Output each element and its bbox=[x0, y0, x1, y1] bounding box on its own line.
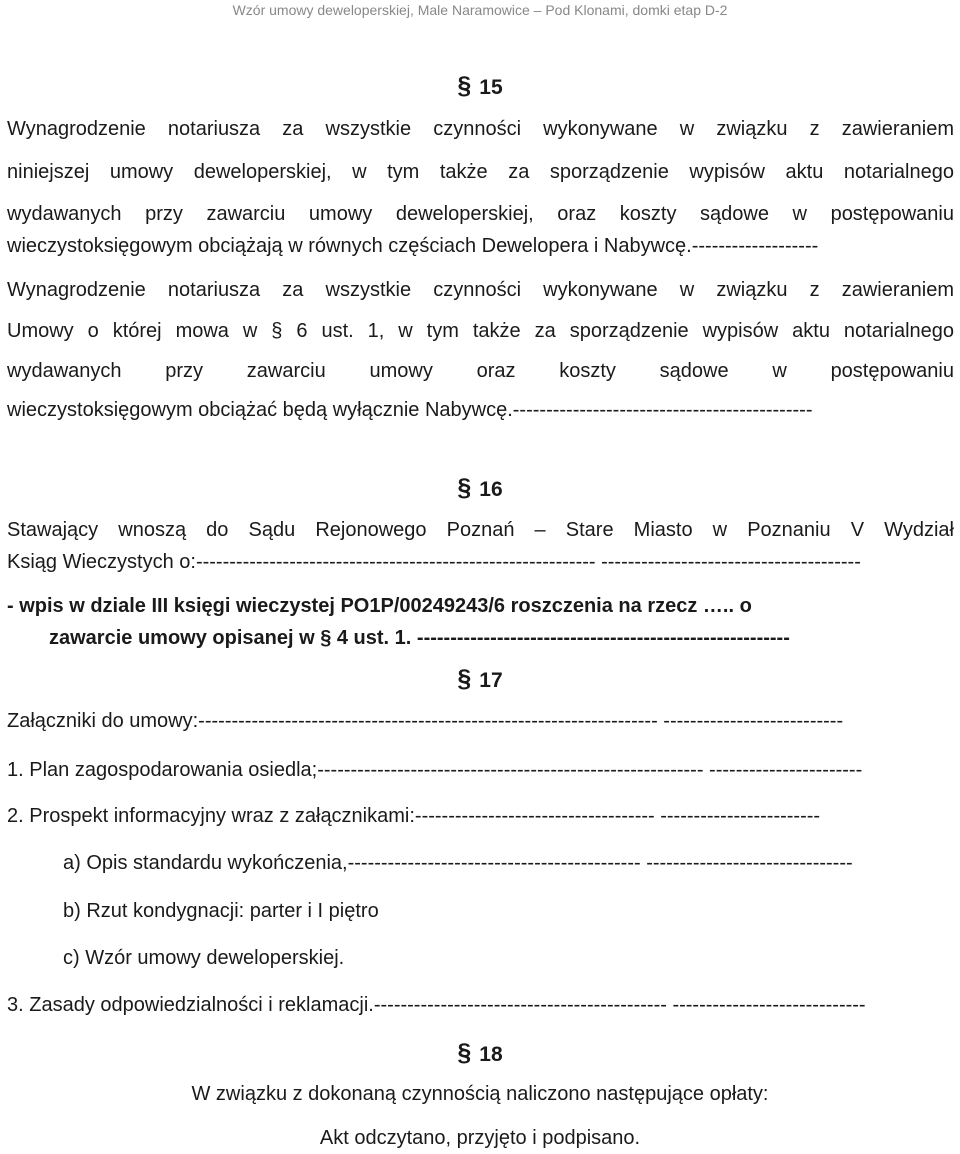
sec16-line-2: Ksiąg Wieczystych o:------------------------------------------------------------ --------------------------------------- bbox=[7, 551, 861, 573]
sec15-line-1: Wynagrodzenie notariusza za wszystkie czynności wykonywane w związku z zawieraniem bbox=[7, 118, 954, 140]
sec15-line-4: wieczystoksięgowym obciążają w równych częściach Dewelopera i Nabywcę.------------------- bbox=[7, 235, 819, 257]
section-17-heading bbox=[0, 665, 960, 694]
sec16-line-1: Stawający wnoszą do Sądu Rejonowego Poznań – Stare Miasto w Poznaniu V Wydział bbox=[7, 519, 954, 541]
sec16-bullet-line-1: - wpis w dziale III księgi wieczystej PO1P/00249243/6 roszczenia na rzecz ….. o bbox=[7, 595, 752, 617]
section-15-number: 15 bbox=[479, 76, 503, 99]
paragraph-sign-icon: § bbox=[457, 474, 472, 502]
section-17-number: 17 bbox=[479, 669, 503, 692]
sec15-line-6: Umowy o której mowa w § 6 ust. 1, w tym także za sporządzenie wypisów aktu notarialnego bbox=[7, 320, 954, 342]
paragraph-sign-icon: § bbox=[457, 665, 472, 693]
section-16-heading bbox=[0, 474, 960, 503]
sec17-item-2b: b) Rzut kondygnacji: parter i I piętro bbox=[63, 900, 379, 922]
sec16-bullet-line-2: zawarcie umowy opisanej w § 4 ust. 1. -------------------------------------------------------- bbox=[49, 627, 790, 649]
sec18-closing: Akt odczytano, przyjęto i podpisano. bbox=[319, 1127, 641, 1149]
sec17-item-1: 1. Plan zagospodarowania osiedla;---------------------------------------------------------- ----------------------- bbox=[7, 759, 863, 781]
paragraph-sign-icon: § bbox=[457, 72, 472, 100]
running-header: Wzór umowy deweloperskiej, Male Naramowice – Pod Klonami, domki etap D-2 bbox=[232, 2, 728, 18]
sec15-line-5: Wynagrodzenie notariusza za wszystkie czynności wykonywane w związku z zawieraniem bbox=[7, 279, 954, 301]
section-15-heading bbox=[0, 72, 960, 101]
sec15-line-8: wieczystoksięgowym obciążać będą wyłącznie Nabywcę.--------------------------------------------- bbox=[7, 399, 813, 421]
sec17-item-3: 3. Zasady odpowiedzialności i reklamacji.-------------------------------------------- ----------------------------- bbox=[7, 994, 866, 1016]
paragraph-sign-icon: § bbox=[457, 1039, 472, 1067]
section-16-number: 16 bbox=[479, 478, 503, 501]
section-18-heading bbox=[0, 1039, 960, 1068]
sec18-line-1: W związku z dokonaną czynnością naliczono następujące opłaty: bbox=[191, 1083, 769, 1105]
sec17-item-2c: c) Wzór umowy deweloperskiej. bbox=[63, 947, 345, 969]
section-18-number: 18 bbox=[479, 1043, 503, 1066]
sec17-item-2a: a) Opis standardu wykończenia,-------------------------------------------- ------------------------------- bbox=[63, 852, 853, 874]
sec17-item-2: 2. Prospekt informacyjny wraz z załącznikami:------------------------------------ ------------------------ bbox=[7, 805, 821, 827]
sec15-line-3: wydawanych przy zawarciu umowy deweloperskiej, oraz koszty sądowe w postępowaniu bbox=[7, 203, 954, 225]
sec17-intro: Załączniki do umowy:--------------------------------------------------------------------- --------------------------- bbox=[7, 710, 844, 732]
sec15-line-2: niniejszej umowy deweloperskiej, w tym także za sporządzenie wypisów aktu notarialnego bbox=[7, 161, 954, 183]
sec15-line-7: wydawanych przy zawarciu umowy oraz koszty sądowe w postępowaniu bbox=[7, 360, 954, 382]
